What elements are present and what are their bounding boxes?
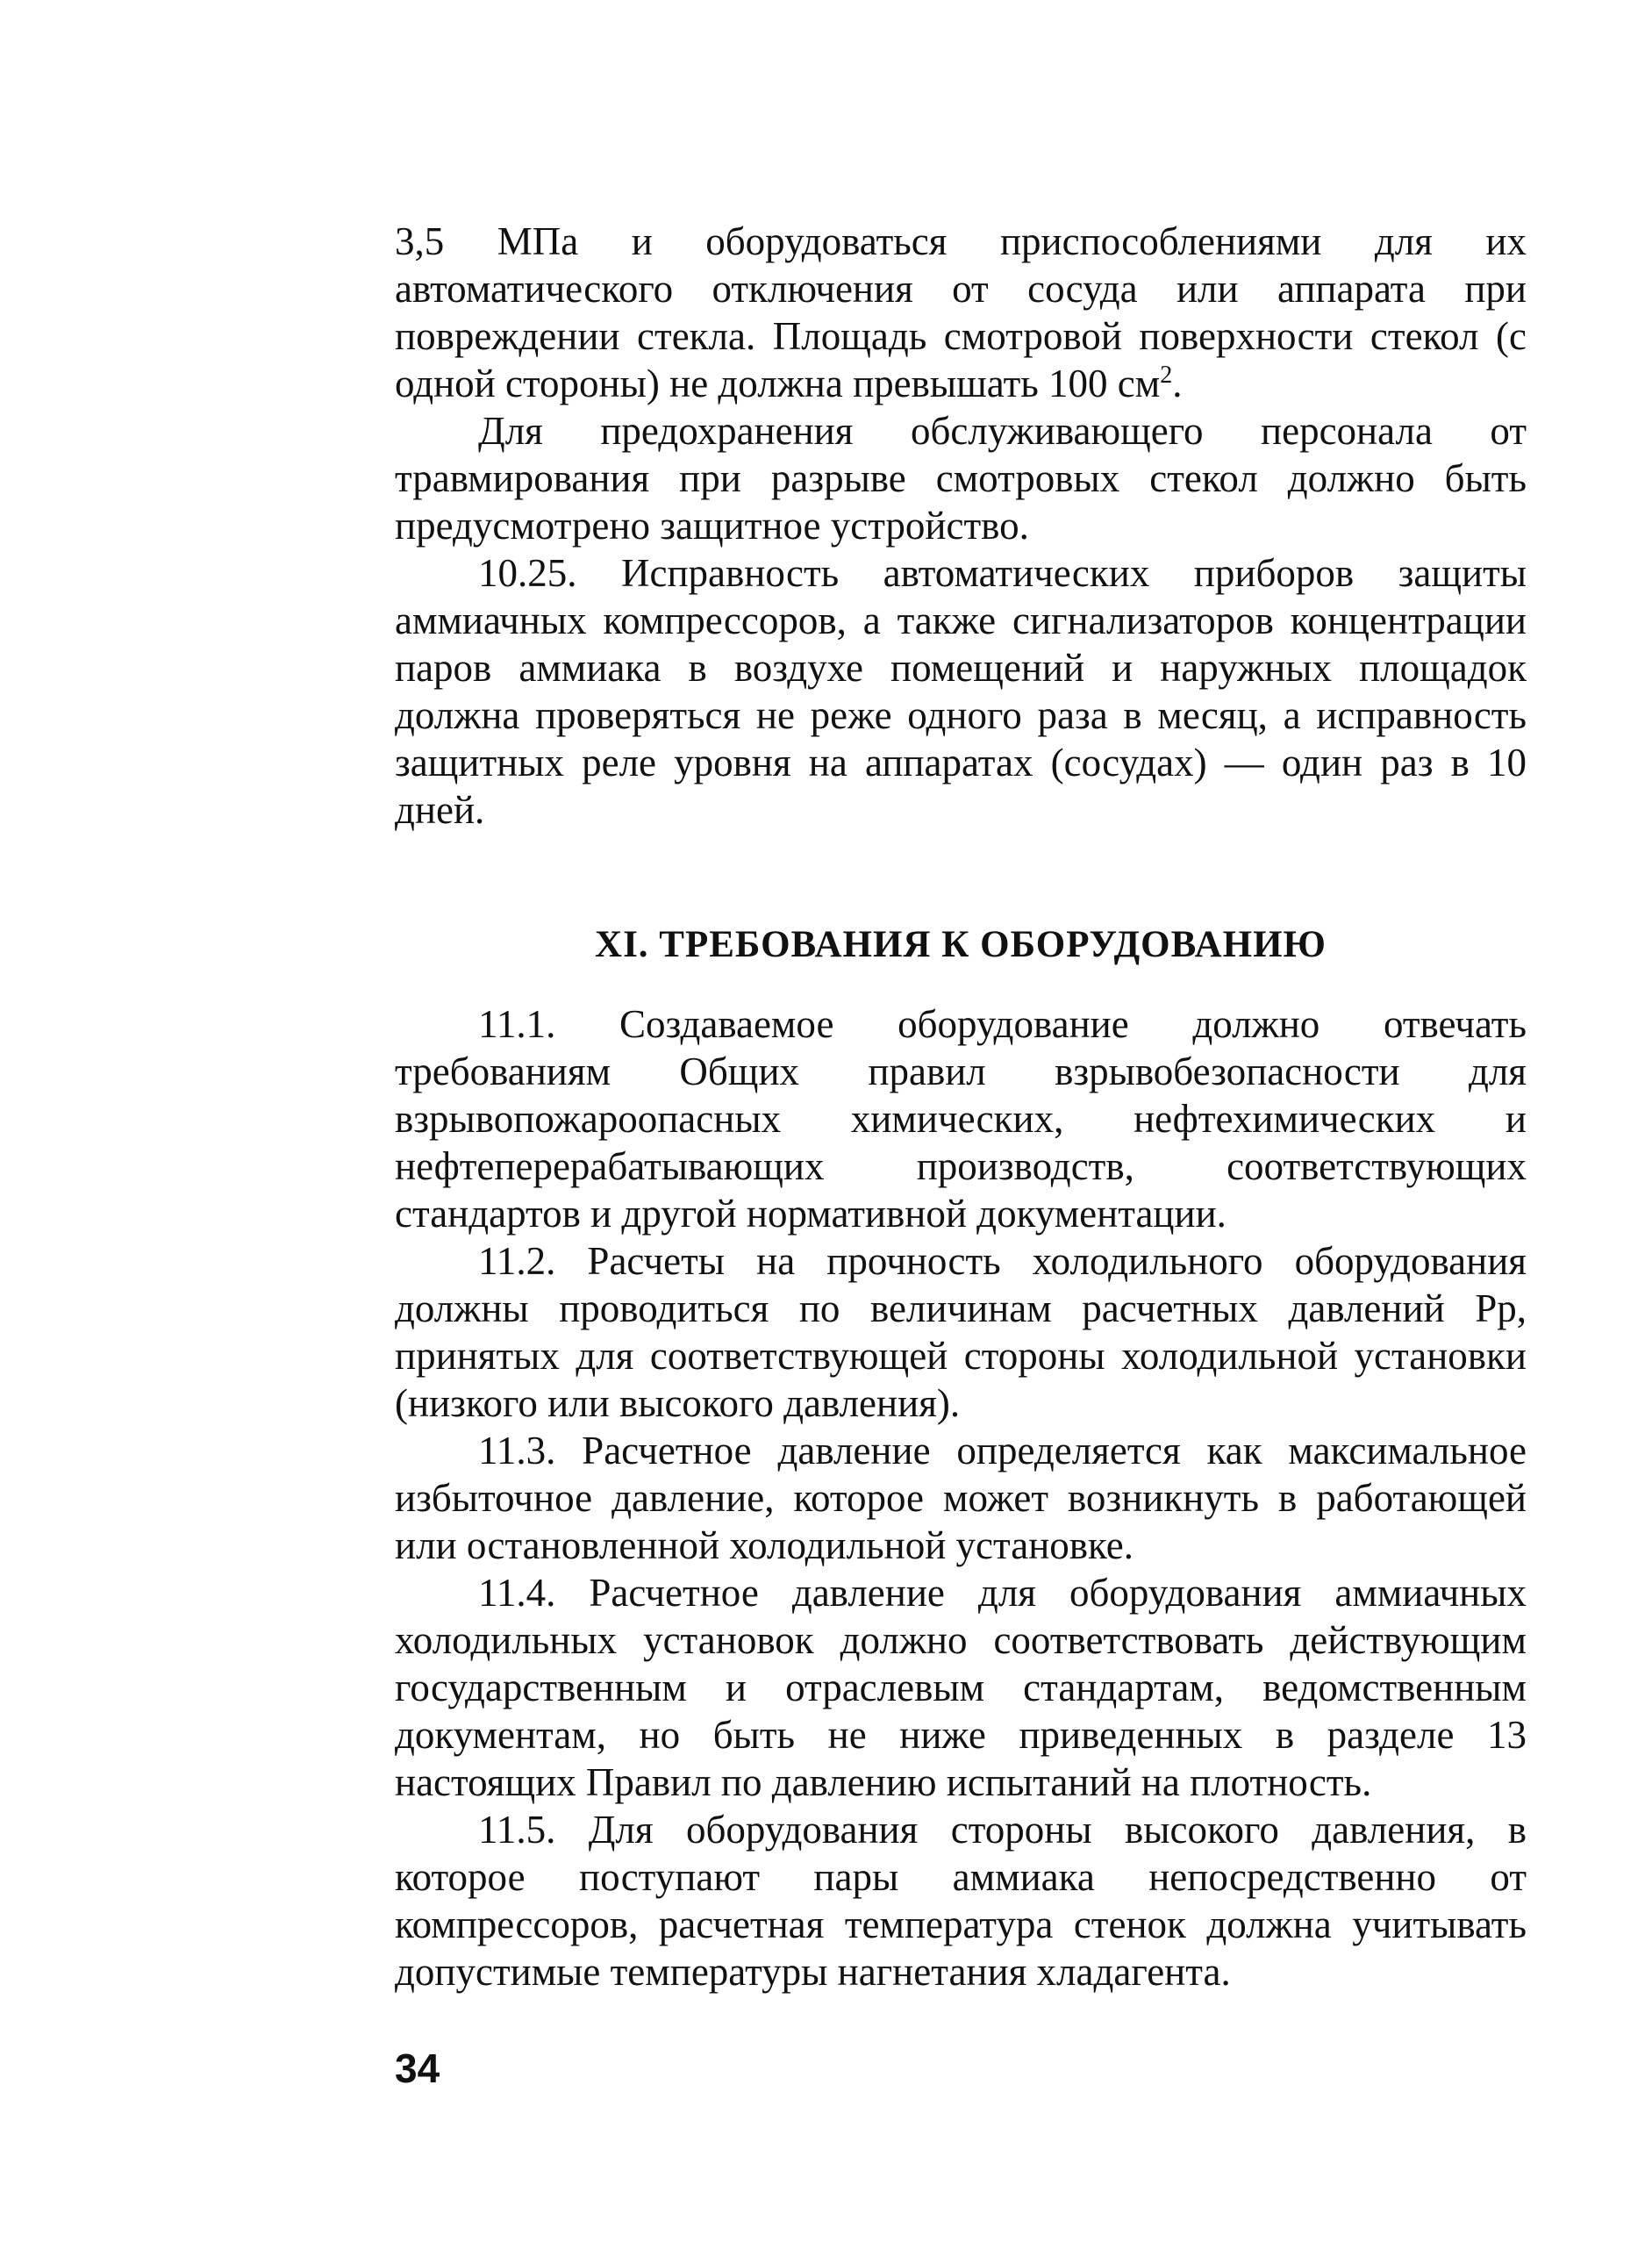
paragraph-11-5: 11.5. Для оборудования стороны высокого давления, в которое поступают пары аммиака непосредственно от компрессоров, расчетная температура стенок должна учитывать допустимые температуры нагнетания хладагента. [395, 1808, 1527, 1994]
paragraph-11-4: 11.4. Расчетное давление для оборудования аммиачных холодильных установок должно соответствовать действующим государственным и отраслевым стандартам, ведомственным документам, но быть не ниже приведенных в разделе 13 настоящих Правил по давлению испытаний на плотность. [395, 1571, 1527, 1804]
section-text-block [395, 1000, 1527, 1995]
paragraph-10-25: 10.25. Исправность автоматических приборов защиты аммиачных компрессоров, а также сигнализаторов концентрации паров аммиака в воздухе помещений и наружных площадок должна проверяться не реже одного раза в месяц, а исправность защитных реле уровня на аппаратах (сосудах) — один раз в 10 дней. [395, 551, 1527, 832]
page-number: 34 [395, 2045, 440, 2091]
paragraph-continuation-text: 3,5 МПа и оборудоваться приспособлениями для их автоматического отключения от сосуда или аппарата при повреждении стекла. Площадь смотровой поверхности стекол (с одной стороны) не должна превышать 100 см [395, 219, 1527, 405]
paragraph-continuation [395, 218, 1527, 407]
superscript-exponent: 2 [1160, 362, 1173, 389]
paragraph-11-1: 11.1. Создаваемое оборудование должно отвечать требованиям Общих правил взрывобезопасности для взрывопожароопасных химических, нефтехимических и нефтеперерабатывающих производств, соответствующих стандартов и другой нормативной документации. [395, 1002, 1527, 1236]
paragraph-protection: Для предохранения обслуживающего персонала от травмирования при разрыве смотровых стекол должно быть предусмотрено защитное устройство. [395, 409, 1527, 548]
paragraph-period: . [1172, 362, 1183, 405]
top-text-block [395, 218, 1527, 834]
section-heading: XI. ТРЕБОВАНИЯ К ОБОРУДОВАНИЮ [595, 924, 1327, 965]
paragraph-11-2: 11.2. Расчеты на прочность холодильного оборудования должны проводиться по величинам расчетных давлений Рр, принятых для соответствующей стороны холодильной установки (низкого или высокого давления). [395, 1239, 1527, 1425]
paragraph-11-3: 11.3. Расчетное давление определяется как максимальное избыточное давление, которое может возникнуть в работающей или остановленной холодильной установке. [395, 1429, 1527, 1567]
